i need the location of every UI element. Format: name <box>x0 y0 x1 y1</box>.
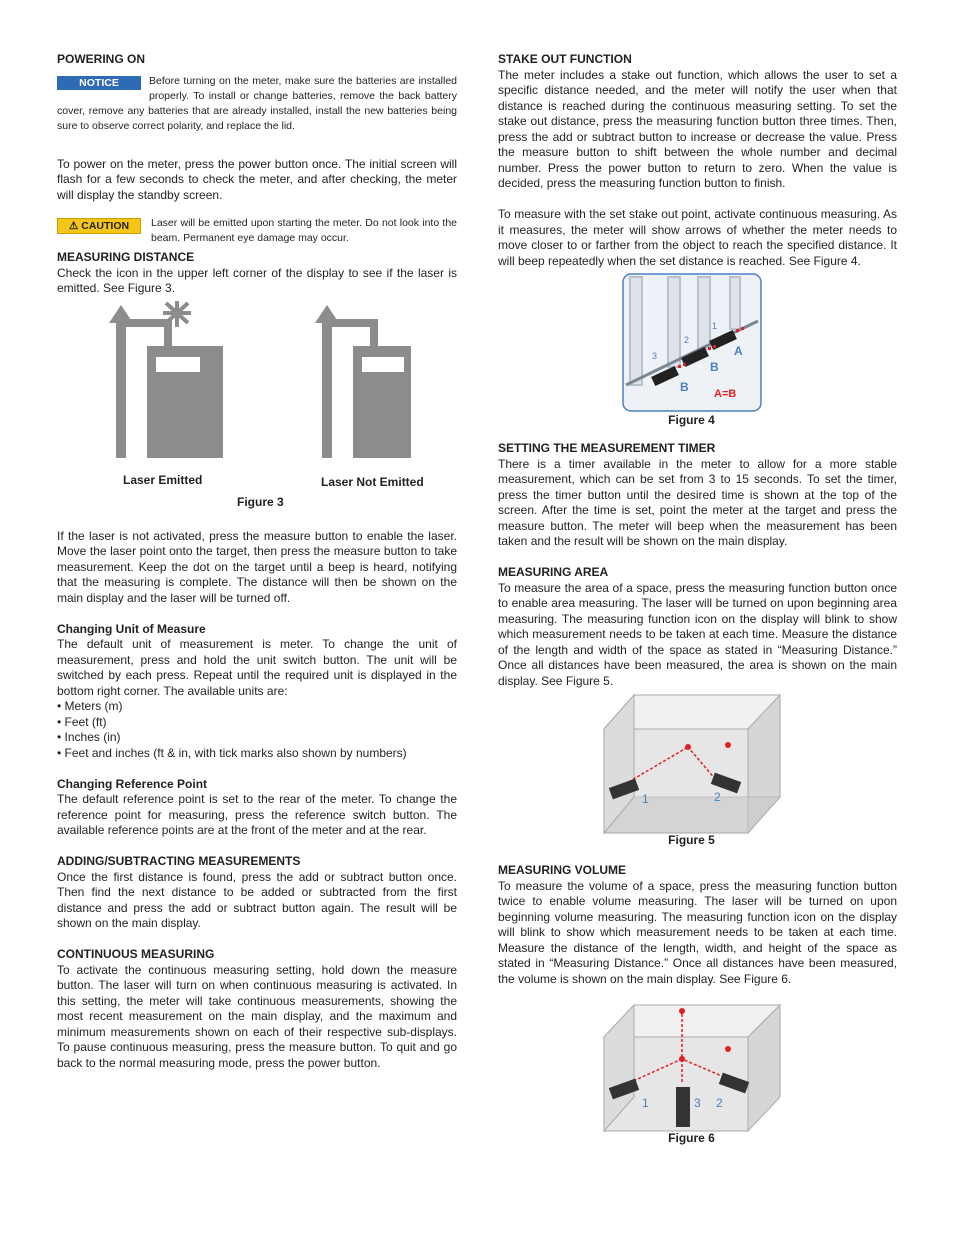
area-heading: MEASURING AREA <box>498 565 609 579</box>
notice-badge: NOTICE <box>57 76 141 90</box>
label-laser-not-emitted: Laser Not Emitted <box>321 474 424 489</box>
unit-heading: Changing Unit of Measure <box>57 621 206 636</box>
caution-badge: ⚠ CAUTION <box>57 218 141 234</box>
measuring-distance-heading: MEASURING DISTANCE <box>57 250 195 264</box>
caution-text: Laser will be emitted upon starting the meter. Do not look into the beam. Permanent eye damage may occur. <box>151 217 457 244</box>
label-laser-emitted: Laser Emitted <box>123 472 203 487</box>
caution-callout <box>57 216 457 246</box>
figure-5 <box>498 693 897 863</box>
area-paragraph: To measure the area of a space, press the measuring function button once to enable area measuring. The laser will be turned on upon beginning area measuring. The measuring function icon on the display will blink to show which measurement needs to be taken at each time. Measure the distance of the length and width of the space as stated in “Measuring Distance.” Once all distances have been measured, the area is shown on the main display. See Figure 5. <box>498 580 897 688</box>
svg-text:1: 1 <box>642 1096 649 1110</box>
stake-out-paragraph-2: To measure with the set stake out point, activate continuous measuring. As it measures, the meter will show arrows of whether the meter needs to move closer to or farther from the object to reach the specified distance. It will beep repeatedly when the set distance is reached. See Figure 4. <box>498 207 897 268</box>
stake-out-heading: STAKE OUT FUNCTION <box>498 52 632 66</box>
laser-icons-illustration <box>57 301 457 483</box>
list-item: • Meters (m) <box>57 699 123 713</box>
list-item: • Feet and inches (ft & in, with tick marks also shown by numbers) <box>57 745 407 760</box>
figure-3-caption: Figure 3 <box>237 494 284 509</box>
list-item: • Inches (in) <box>57 730 121 744</box>
timer-heading: SETTING THE MEASUREMENT TIMER <box>498 441 716 455</box>
svg-text:3: 3 <box>652 351 658 361</box>
adding-heading: ADDING/SUBTRACTING MEASUREMENTS <box>57 854 301 868</box>
fig4-label-b1: B <box>680 380 689 394</box>
laser-emitted-icon <box>109 301 223 458</box>
continuous-heading: CONTINUOUS MEASURING <box>57 947 215 961</box>
laser-not-emitted-icon <box>315 305 411 458</box>
reference-paragraph: The default reference point is set to the rear of the meter. To change the reference point for measuring, press the reference switch button. The available reference points are at the front of the meter and at the rear. <box>57 792 457 837</box>
fig4-label-b2: B <box>710 360 719 374</box>
svg-text:2: 2 <box>716 1096 723 1110</box>
figure-4-caption: Figure 4 <box>668 413 715 427</box>
measuring-distance-paragraph: Check the icon in the upper left corner of the display to see if the laser is emitted. See Figure 3. <box>57 265 457 295</box>
svg-text:1: 1 <box>712 321 718 331</box>
continuous-paragraph: To activate the continuous measuring setting, hold down the measure button. The laser will turn on when continuous measuring is activated. In this setting, the meter will take continuous measurements, showing the most recent measurement on the main display, and the maximum and minimum measurements shown on each of their respective sub-displays. To pause continuous measuring, press the measure button. To quit and go back to the normal measuring mode, press the power button. <box>57 962 457 1070</box>
unit-list <box>57 699 457 761</box>
figure-6-caption: Figure 6 <box>668 1131 715 1145</box>
timer-paragraph: There is a timer available in the meter to allow for a more stable measurement, which can be set from 3 to 15 seconds. To set the timer, press the timer button until the desired time is shown at the top of the screen. After the time is set, point the meter at the target and press the measure button. The meter will beep when the measurement has been taken and the result will be shown on the main display. <box>498 456 897 548</box>
svg-text:1: 1 <box>642 792 649 806</box>
unit-paragraph: The default unit of measurement is meter. To change the unit of measurement, press and hold the unit switch button. The unit will be switched by each press. Repeat until the required unit is displayed in the bottom right corner. The available units are: <box>57 637 457 698</box>
warning-triangle-icon: ⚠ <box>68 220 79 232</box>
adding-paragraph: Once the first distance is found, press the add or subtract button once. Then find the next distance to be added or subtracted from the first distance and press the add or subtract button again. The result will be shown on the main display. <box>57 869 457 930</box>
svg-text:2: 2 <box>714 790 721 804</box>
figure-4 <box>498 273 897 435</box>
figure-6 <box>498 1003 897 1163</box>
volume-heading: MEASURING VOLUME <box>498 863 627 877</box>
volume-paragraph: To measure the volume of a space, press the measuring function button twice to enable volume measuring. The laser will be turned on upon beginning volume measuring. The measuring function icon on the display will blink to show which measurement needs to be taken at each time. Measure the distance of the length, width, and height of the space as stated in “Measuring Distance.” Once all distances have been measured, the volume is shown on the main display. See Figure 6. <box>498 878 897 986</box>
figure-3 <box>57 297 457 529</box>
right-column <box>498 52 897 1163</box>
svg-text:3: 3 <box>694 1096 701 1110</box>
area-measuring-illustration <box>602 693 782 835</box>
fig4-label-a: A <box>734 344 743 358</box>
laser-activation-paragraph: If the laser is not activated, press the measure button to enable the laser. Move the laser point onto the target, then press the measure button to take measurement. Keep the dot on the target until a beep is heard, notifying that the measuring is complete. The distance will then be shown on the main display and the laser will be turned off. <box>57 528 457 605</box>
stake-out-paragraph: The meter includes a stake out function, which allows the user to set a specific distance needed, and the meter will notify the user when that distance is reached during the continuous measuring setting. To set the stake out distance, press the measuring function button three times. Then, press the add or subtract button to increase or decrease the value. Press the measure button to shift between the whole number and decimal number. Press the power button to return to zero. When the value is decided, press the measuring function button to finish. <box>498 67 897 190</box>
notice-callout <box>57 74 457 134</box>
reference-heading: Changing Reference Point <box>57 776 208 791</box>
volume-measuring-illustration <box>602 1003 782 1133</box>
figure-5-caption: Figure 5 <box>668 833 715 847</box>
fig4-label-ab: A=B <box>714 388 737 400</box>
powering-on-heading: POWERING ON <box>57 52 146 66</box>
left-column <box>57 52 457 1071</box>
power-on-paragraph: To power on the meter, press the power button once. The initial screen will flash for a few seconds to check the meter, and after checking, the meter will display the standby screen. <box>57 156 457 202</box>
list-item: • Feet (ft) <box>57 714 107 729</box>
svg-text:2: 2 <box>684 335 690 345</box>
stake-out-illustration <box>622 273 764 413</box>
notice-text: Before turning on the meter, make sure the batteries are installed properly. To install or change batteries, remove the back battery cover, remove any batteries that are already installed, install the new batteries being sure to observe correct polarity, and replace the lid. <box>57 74 457 132</box>
